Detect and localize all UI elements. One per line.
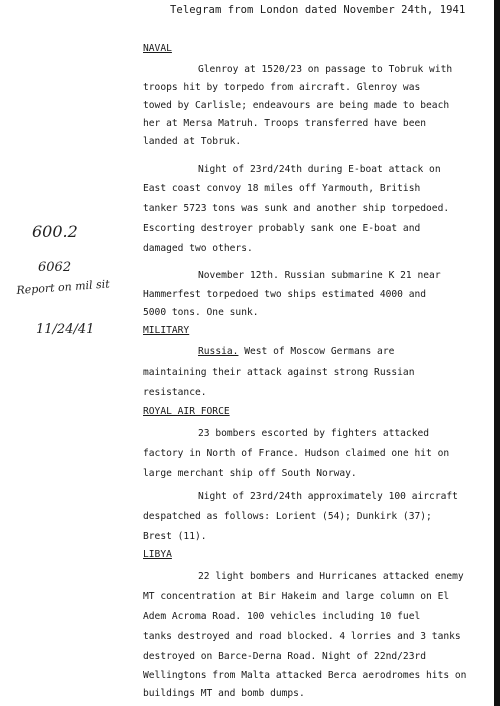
naval-p1-line: troops hit by torpedo from aircraft. Glenroy was (143, 82, 421, 93)
margin-note-subject: Report on mil sit (16, 277, 111, 297)
military-p1-line: West of Moscow Germans are (238, 346, 395, 357)
margin-note-reference: 6062 (38, 260, 72, 275)
libya-p1-line: Wellingtons from Malta attacked Berca aerodromes hits on (143, 670, 467, 681)
military-lead-russia: Russia. (198, 346, 239, 357)
scan-edge-shadow (494, 0, 500, 706)
naval-p3-line: Hammerfest torpedoed two ships estimated 4000 and (143, 289, 427, 300)
naval-p1-line: towed by Carlisle; endeavours are being made to beach (143, 100, 450, 111)
naval-p2-line: tanker 5723 tons was sunk and another ship torpedoed. (143, 203, 450, 214)
section-heading-military: MILITARY (143, 325, 190, 336)
section-heading-libya: LIBYA (143, 549, 172, 560)
raf-p2-line: Night of 23rd/24th approximately 100 aircraft (198, 491, 458, 502)
military-p1-first-line (198, 346, 394, 358)
section-heading-naval: NAVAL (143, 43, 172, 54)
libya-p1-line: 22 light bombers and Hurricanes attacked enemy (198, 571, 464, 582)
naval-p3-line: November 12th. Russian submarine K 21 near (198, 270, 441, 281)
naval-p1-line: landed at Tobruk. (143, 136, 242, 147)
naval-p2-line: Night of 23rd/24th during E-boat attack on (198, 164, 441, 175)
libya-p1-line: destroyed on Barce-Derna Road. Night of 22nd/23rd (143, 651, 427, 662)
naval-p1-line: Glenroy at 1520/23 on passage to Tobruk with (198, 64, 453, 75)
naval-p2-line: East coast convoy 18 miles off Yarmouth, British (143, 183, 421, 194)
raf-p1-line: 23 bombers escorted by fighters attacked (198, 428, 430, 439)
margin-note-file-number: 600.2 (32, 222, 78, 241)
naval-p2-line: damaged two others. (143, 243, 253, 254)
naval-p1-line: her at Mersa Matruh. Troops transferred have been (143, 118, 427, 129)
libya-p1-line: MT concentration at Bir Hakeim and large column on El (143, 591, 450, 602)
raf-p2-line: despatched as follows: Lorient (54); Dunkirk (37); (143, 511, 432, 522)
military-p1-line: resistance. (143, 387, 207, 398)
libya-p1-line: tanks destroyed and road blocked. 4 lorries and 3 tanks (143, 631, 461, 642)
page-title: Telegram from London dated November 24th, 1941 (170, 4, 466, 16)
naval-p3-line: 5000 tons. One sunk. (143, 307, 259, 318)
military-p1-line: maintaining their attack against strong Russian (143, 367, 415, 378)
libya-p1-line: Adem Acroma Road. 100 vehicles including 10 fuel (143, 611, 421, 622)
section-heading-raf: ROYAL AIR FORCE (143, 406, 230, 417)
naval-p2-line: Escorting destroyer probably sank one E-boat and (143, 223, 421, 234)
raf-p2-line: Brest (11). (143, 531, 207, 542)
raf-p1-line: large merchant ship off South Norway. (143, 468, 357, 479)
raf-p1-line: factory in North of France. Hudson claimed one hit on (143, 448, 450, 459)
libya-p1-line: buildings MT and bomb dumps. (143, 688, 305, 699)
margin-note-date: 11/24/41 (36, 322, 95, 337)
